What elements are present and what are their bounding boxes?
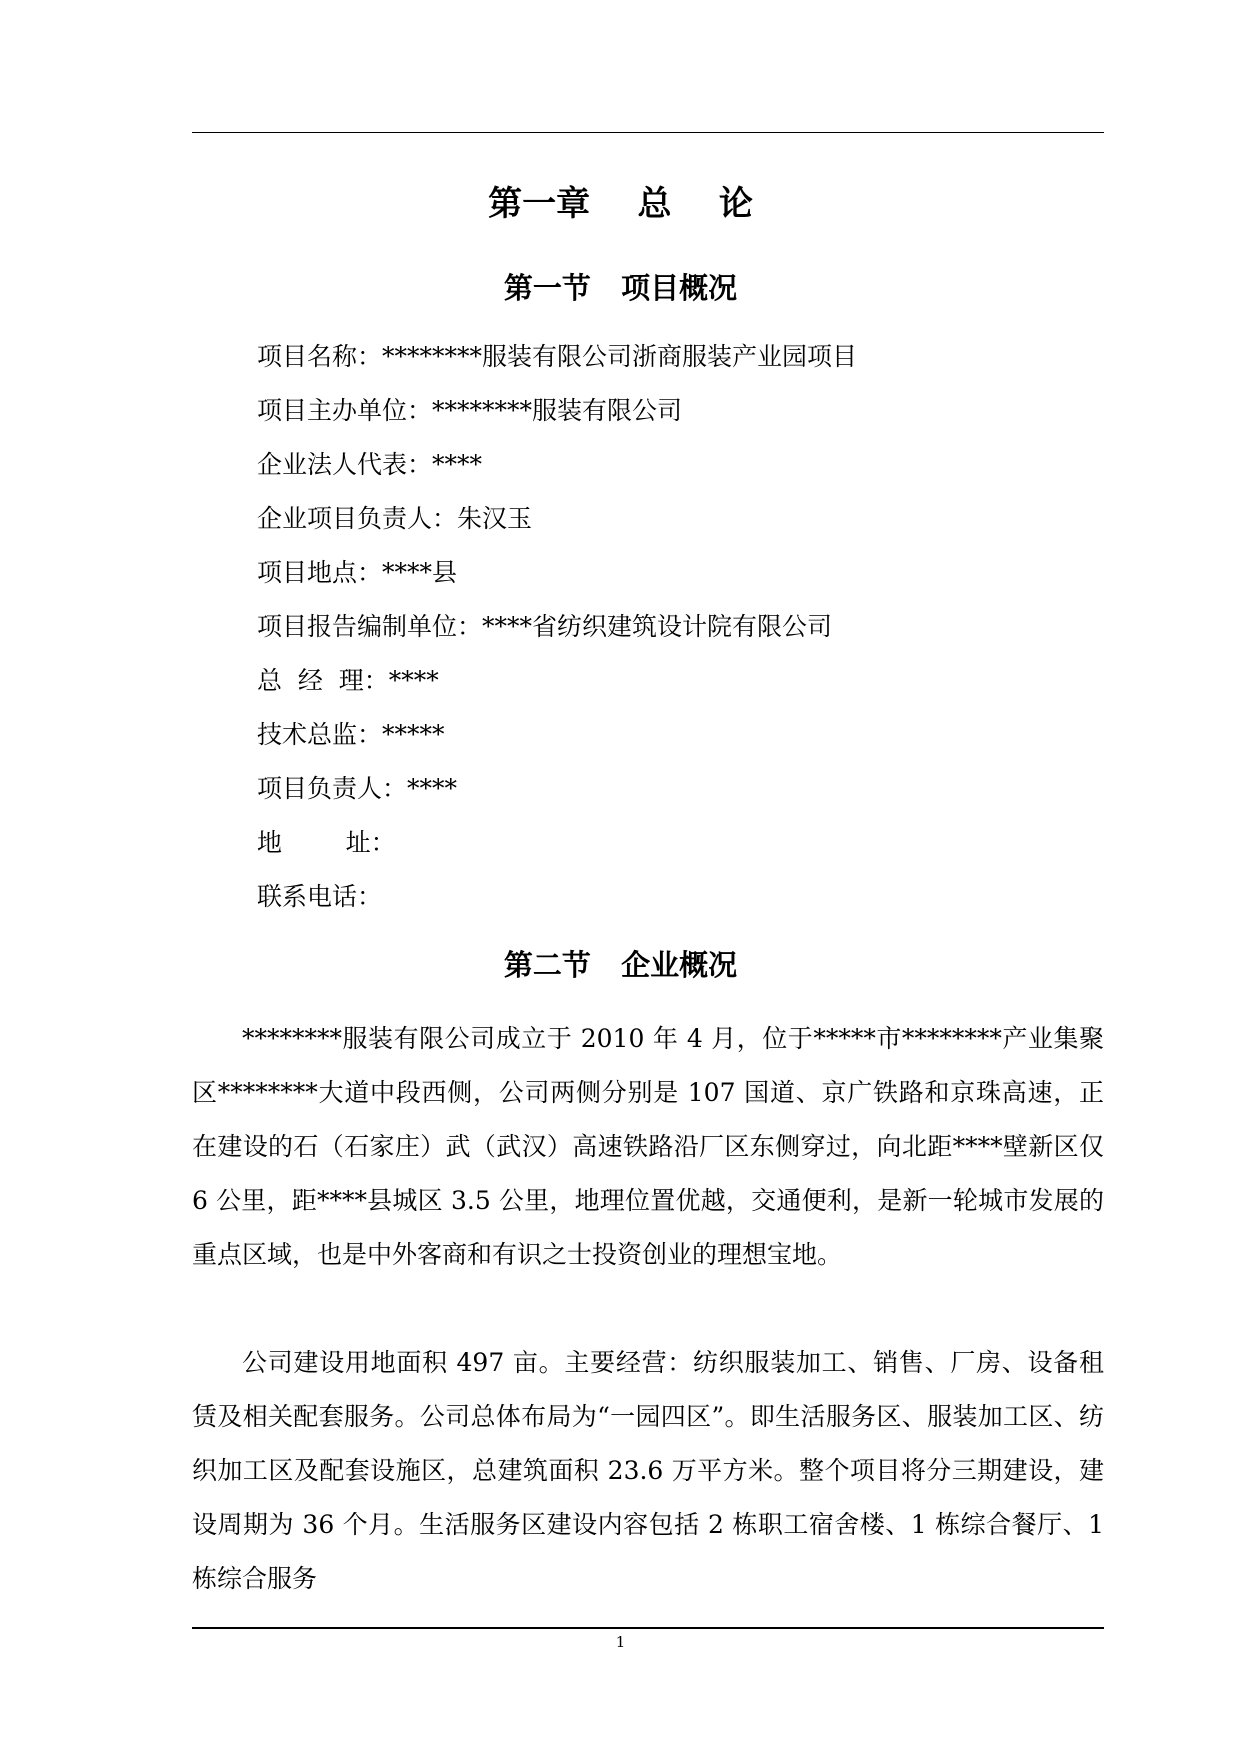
field-technical-director: 技术总监：***** <box>257 720 445 749</box>
company-paragraph-layout <box>192 1336 1104 1606</box>
field-project-leader: 企业项目负责人：朱汉玉 <box>257 504 533 533</box>
field-sponsor-unit: 项目主办单位：********服装有限公司 <box>257 396 683 425</box>
field-legal-representative: 企业法人代表：**** <box>257 450 483 479</box>
page-number: 1 <box>615 1633 626 1651</box>
company-paragraph-location <box>192 1012 1104 1336</box>
field-general-manager: 总 经 理：**** <box>257 666 439 695</box>
project-info-list <box>257 330 857 924</box>
footer-rule <box>192 1627 1104 1629</box>
paragraph-text: 公司建设用地面积 497 亩。主要经营：纺织服装加工、销售、厂房、设备租赁及相关配套服务。公司总体布局为“一园四区”。即生活服务区、服装加工区、纺织加工区及配套设施区，总建筑面积 23.6 万平方米。整个项目将分三期建设，建设周期为 36 个月。生活服务区建设内容包括 2 栋职工宿舍楼、1 栋综合餐厅、1 栋综合服务 <box>192 1348 1104 1593</box>
field-project-name: 项目名称：********服装有限公司浙商服装产业园项目 <box>257 342 858 371</box>
paragraph-text: ********服装有限公司成立于 2010 年 4 月，位于*****市********产业集聚区********大道中段西侧，公司两侧分别是 107 国道、京广铁路和京珠高速，正在建设的石（石家庄）武（武汉）高速铁路沿厂区东侧穿过，向北距****壁新区仅 6 公里，距****县城区 3.5 公里，地理位置优越，交通便利，是新一轮城市发展的重点区域，也是中外客商和有识之士投资创业的理想宝地。 <box>192 1024 1104 1269</box>
chapter-title: 第一章 总 论 <box>488 184 753 224</box>
section-title-company-overview: 第二节 企业概况 <box>503 948 738 982</box>
field-project-manager: 项目负责人：**** <box>257 774 458 803</box>
header-rule <box>192 132 1104 133</box>
section-title-project-overview: 第一节 项目概况 <box>503 271 738 305</box>
field-address: 地 址： <box>257 828 396 857</box>
field-phone: 联系电话： <box>257 882 383 911</box>
field-project-location: 项目地点：****县 <box>257 558 458 587</box>
field-report-preparer: 项目报告编制单位：****省纺织建筑设计院有限公司 <box>257 612 833 641</box>
